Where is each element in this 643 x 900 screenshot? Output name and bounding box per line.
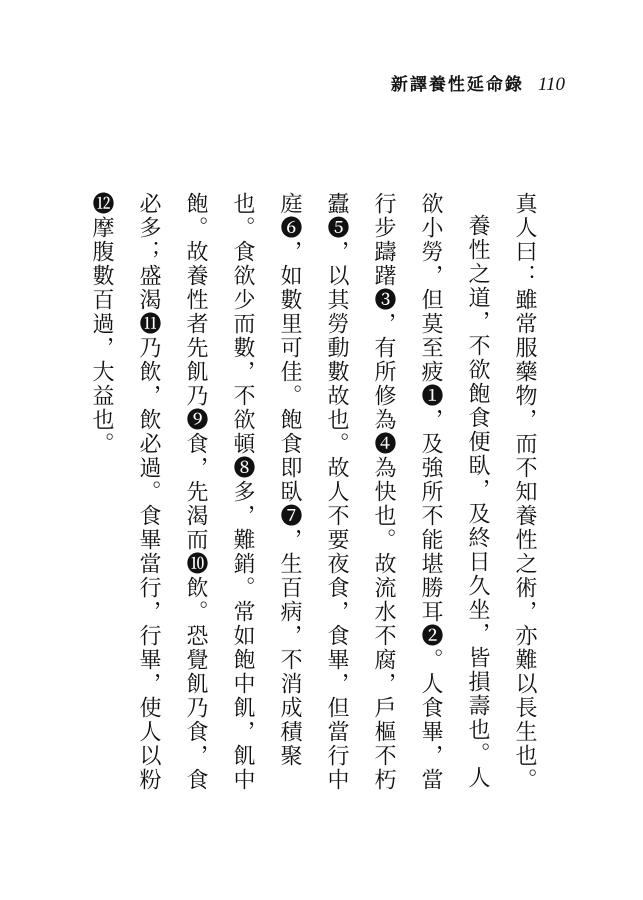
- page-number: 110: [537, 74, 565, 95]
- paragraph: 真人曰：雖常服藥物，而不知養性之術，亦難以長生也。: [512, 192, 537, 792]
- running-header: [391, 70, 565, 96]
- main-text: [89, 192, 548, 812]
- book-title: 新譯養性延命錄: [390, 75, 524, 95]
- paragraph: 養性之道，不欲飽食便臥，及終日久坐，皆損壽也。人欲小勞，但莫至疲❶，及強所不能堪勝耳❷。人食畢，當行步躊躇❸，有所修為❹為快也。故流水不腐，戶樞不朽蠹❺，以其勞動數故也。故人不要夜食，食畢，但當行中庭❻，如數里可佳。飽食即臥❼，生百病，不消成積聚也。食欲少而數，不欲頓❽多，難銷。常如飽中飢，飢中飽。故養性者先飢乃❾食，先渴而❿飲。恐覺飢乃食，食必多；盛渴⓫乃飲，飲必過。食畢當行，行畢，使人以粉⓬摩腹數百過，大益也。: [89, 192, 490, 792]
